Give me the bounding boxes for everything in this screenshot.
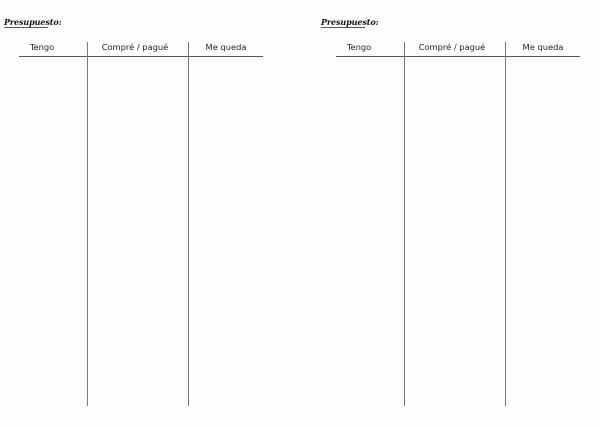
title-underline [321,27,365,28]
column-header-tengo: Tengo [29,42,55,52]
column-header-me-queda: Me queda [522,42,564,52]
header-rule [19,56,263,57]
column-header-compre-pague: Compré / pagué [101,42,169,52]
column-header-me-queda: Me queda [205,42,247,52]
column-divider [505,42,506,406]
header-rule [336,56,580,57]
column-header-tengo: Tengo [346,42,372,52]
budget-sheet-right [317,0,600,426]
sheet-title: Presupuesto: [4,17,62,27]
column-divider [404,42,405,406]
column-divider [87,42,88,406]
sheet-title: Presupuesto: [321,17,379,27]
column-header-compre-pague: Compré / pagué [418,42,486,52]
column-divider [188,42,189,406]
title-underline [4,27,48,28]
